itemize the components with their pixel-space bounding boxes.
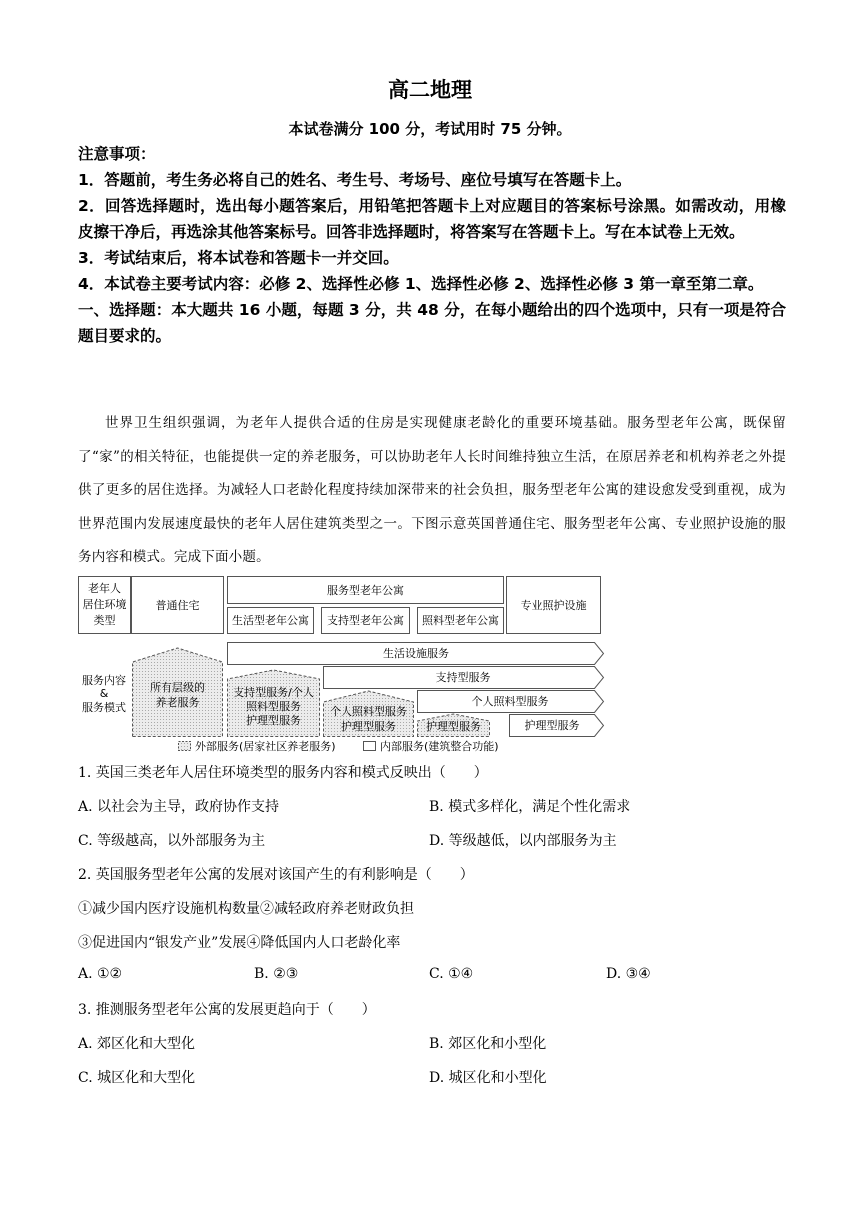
external-care-services-line: 个人照料型服务 — [330, 705, 407, 718]
sub-type-living: 生活型老年公寓 — [232, 614, 309, 627]
question-statement: ③促进国内“银发产业”发展④降低国内人口老龄化率 — [78, 935, 401, 951]
housing-ordinary: 普通住宅 — [155, 599, 200, 612]
sub-type-care: 照料型老年公寓 — [422, 614, 499, 627]
option-d: D. ③④ — [606, 966, 651, 982]
reading-passage: 世界卫生组织强调，为老年人提供合适的住房是实现健康老龄化的重要环境基础。服务型老年公寓，既保留了“家”的相关特征，也能提供一定的养老服务，可以协助老年人长时间维持独立生活，在原居养老和机构养老之外提供了更多的居住选择。为减轻人口老龄化程度持续加深带来的社会负担，服务型老年公寓的建设愈发受到重视，成为世界范围内发展速度最快的老年人居住建筑类型之一。下图示意英国普通住宅、服务型老年公寓、专业照护设施的服务内容和模式。完成下面小题。 — [78, 415, 786, 565]
service-mode-diagram — [78, 574, 608, 756]
external-all-services-line: 所有层级的 — [150, 681, 205, 694]
external-support-services-line: 护理型服务 — [246, 714, 301, 727]
external-nursing-services-label: 护理型服务 — [426, 720, 481, 733]
arrow-nursing-label: 护理型服务 — [524, 719, 580, 732]
option-b: B. 模式多样化，满足个性化需求 — [429, 799, 631, 815]
question-stem: 2. 英国服务型老年公寓的发展对该国产生的有利影响是（ ） — [78, 867, 474, 883]
external-support-services-line: 支持型服务/个人 — [233, 686, 314, 699]
external-all-services-line: 养老服务 — [155, 696, 200, 709]
row-header-line: 老年人 — [88, 582, 121, 595]
housing-professional: 专业照护设施 — [520, 599, 587, 612]
service-label-line: 服务模式 — [82, 701, 126, 714]
legend-internal-label: 内部服务(建筑整合功能) — [380, 740, 499, 753]
sub-type-support: 支持型老年公寓 — [327, 614, 404, 627]
page-title: 高二地理 — [388, 78, 472, 102]
service-label-line: & — [99, 687, 109, 700]
section-heading: 一、选择题：本大题共 16 小题，每题 3 分，共 48 分，在每小题给出的四个选项中，只有一项是符合题目要求的。 — [78, 301, 786, 345]
exam-info: 本试卷满分 100 分，考试用时 75 分钟。 — [288, 120, 572, 138]
legend-external-swatch — [179, 742, 191, 751]
question-stem: 3. 推测服务型老年公寓的发展更趋向于（ ） — [78, 1002, 376, 1018]
arrow-personal-care-label: 个人照料型服务 — [471, 695, 549, 708]
option-a: A. ①② — [78, 966, 123, 982]
question-stem: 1. 英国三类老年人居住环境类型的服务内容和模式反映出（ ） — [78, 765, 488, 781]
row-header-line: 居住环境 — [82, 598, 127, 611]
arrow-support-label: 支持型服务 — [435, 671, 491, 684]
option-c: C. 城区化和大型化 — [78, 1070, 196, 1086]
option-c: C. ①④ — [429, 966, 474, 982]
option-d: D. 等级越低，以内部服务为主 — [429, 833, 617, 849]
note-item: 1．答题前，考生务必将自己的姓名、考生号、考场号、座位号填写在答题卡上。 — [78, 171, 632, 189]
exam-notes — [78, 141, 786, 349]
question-statement: ①减少国内医疗设施机构数量②减轻政府养老财政负担 — [78, 901, 414, 917]
option-a: A. 以社会为主导，政府协作支持 — [78, 799, 280, 815]
option-d: D. 城区化和小型化 — [429, 1070, 547, 1086]
legend-internal-swatch — [364, 742, 376, 751]
housing-service-apartment: 服务型老年公寓 — [327, 584, 404, 597]
service-label-line: 服务内容 — [82, 674, 126, 687]
option-a: A. 郊区化和大型化 — [78, 1036, 196, 1052]
option-c: C. 等级越高，以外部服务为主 — [78, 833, 266, 849]
row-header-line: 类型 — [93, 614, 116, 627]
external-support-services-line: 照料型服务 — [246, 700, 301, 713]
note-item: 4．本试卷主要考试内容：必修 2、选择性必修 1、选择性必修 2、选择性必修 3 第一章至第二章。 — [78, 275, 764, 293]
external-care-services-line: 护理型服务 — [341, 720, 396, 733]
note-item: 2．回答选择题时，选出每小题答案后，用铅笔把答题卡上对应题目的答案标号涂黑。如需改动，用橡皮擦干净后，再选涂其他答案标号。回答非选择题时，将答案写在答题卡上。写在本试卷上无效。 — [78, 197, 786, 241]
note-item: 3．考试结束后，将本试卷和答题卡一并交回。 — [78, 249, 399, 267]
legend-external-label: 外部服务(居家社区养老服务) — [195, 740, 336, 753]
option-b: B. 郊区化和小型化 — [429, 1036, 547, 1052]
notes-heading: 注意事项： — [78, 145, 156, 163]
option-b: B. ②③ — [254, 966, 299, 982]
arrow-living-facility-label: 生活设施服务 — [383, 647, 449, 660]
